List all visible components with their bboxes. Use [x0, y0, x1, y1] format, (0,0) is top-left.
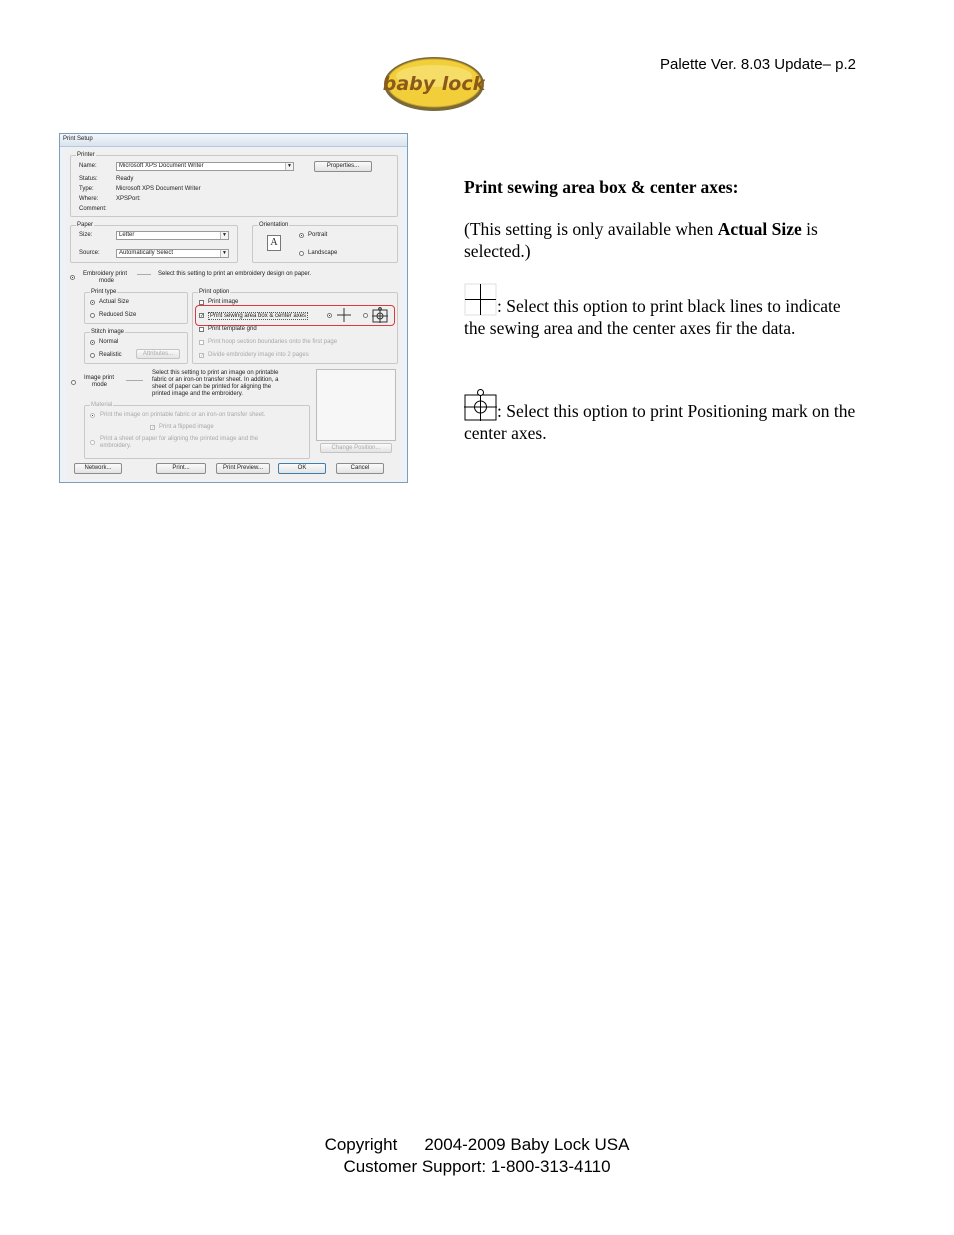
type-label: Type: — [79, 186, 94, 192]
page-header-label: Palette Ver. 8.03 Update– p.2 — [660, 56, 856, 73]
positioning-mark-icon — [464, 388, 497, 421]
dialog-titlebar — [60, 134, 407, 147]
material-option2-label-1: Print a sheet of paper for aligning the printed image and the — [100, 436, 259, 442]
material-option1-radio[interactable] — [90, 413, 95, 418]
network-button[interactable]: Network... — [74, 463, 122, 474]
status-value: Ready — [116, 176, 134, 182]
portrait-label: Portrait — [308, 232, 328, 238]
divider — [137, 274, 151, 275]
page-footer — [0, 1134, 954, 1178]
image-mode-description-2: fabric or an iron-on transfer sheet. In addition, a — [152, 377, 279, 383]
embroidery-mode-description: Select this setting to print an embroidery design on paper. — [158, 271, 312, 277]
normal-radio[interactable] — [90, 340, 95, 345]
ok-button[interactable]: OK — [278, 463, 326, 474]
paper-source-combo[interactable]: Automatically Select ▼ — [116, 249, 229, 258]
properties-button[interactable]: Properties... — [314, 161, 372, 172]
material-option2-radio[interactable] — [90, 440, 95, 445]
image-mode-label-2: mode — [92, 382, 108, 388]
paper-group: Paper — [70, 225, 238, 263]
reduced-size-label: Reduced Size — [99, 312, 137, 318]
image-mode-description-1: Select this setting to print an image on printable — [152, 370, 279, 376]
section-heading: Print sewing area box & center axes: — [464, 177, 739, 197]
chevron-down-icon: ▼ — [220, 250, 228, 257]
positioning-mark-description: : Select this option to print Positioning mark on the center axes. — [464, 388, 864, 444]
paper-size-label: Size: — [79, 232, 93, 238]
actual-size-label: Actual Size — [99, 299, 130, 305]
material-group: Material — [84, 405, 310, 459]
chevron-down-icon: ▼ — [285, 163, 293, 170]
embroidery-mode-label-2: mode — [99, 278, 115, 284]
orientation-group: Orientation — [252, 225, 398, 263]
stitch-image-group: Stitch image — [84, 332, 188, 364]
portrait-page-icon: A — [267, 235, 281, 251]
image-mode-description-3: sheet of paper can be printed for aligning the — [152, 384, 272, 390]
printer-group: Printer — [70, 155, 398, 217]
portrait-radio[interactable] — [299, 233, 304, 238]
divider — [126, 380, 143, 381]
embroidery-mode-label-1: Embroidery print — [83, 271, 128, 277]
support-line: Customer Support: 1-800-313-4110 — [343, 1157, 611, 1176]
realistic-radio[interactable] — [90, 353, 95, 358]
image-mode-label-1: Image print — [84, 375, 115, 381]
type-value: Microsoft XPS Document Writer — [116, 186, 201, 192]
image-mode-description-4: printed image and the embroidery. — [152, 391, 243, 397]
availability-note: (This setting is only available when Actual Size is selected.) — [464, 219, 818, 261]
divide-image-checkbox[interactable]: ✓ — [200, 353, 205, 359]
baby-lock-logo — [383, 56, 485, 112]
material-option1-label: Print the image on printable fabric or an iron-on transfer sheet. — [100, 412, 266, 418]
landscape-radio[interactable] — [299, 251, 304, 256]
image-mode-radio[interactable] — [71, 380, 76, 385]
chevron-down-icon: ▼ — [220, 232, 228, 239]
where-label: Where: — [79, 196, 99, 202]
divide-image-label: Divide embroidery image into 2 pages — [208, 352, 309, 358]
normal-label: Normal — [99, 339, 119, 345]
svg-text:baby lock: baby lock — [383, 73, 485, 95]
hoop-boundaries-label: Print hoop section boundaries onto the first page — [208, 339, 338, 345]
paper-size-combo[interactable]: Letter ▼ — [116, 231, 229, 240]
copyright-line: Copyright 2004-2009 Baby Lock USA — [324, 1135, 630, 1154]
where-value: XPSPort: — [116, 196, 141, 202]
flipped-image-checkbox[interactable]: ✓ — [151, 425, 156, 431]
material-option2-label-2: embroidery. — [100, 443, 132, 449]
attributes-button[interactable]: Attributes... — [136, 349, 180, 359]
reduced-size-radio[interactable] — [90, 313, 95, 318]
embroidery-mode-radio[interactable] — [70, 275, 75, 280]
print-image-label: Print image — [208, 299, 239, 305]
actual-size-emphasis: Actual Size — [717, 219, 802, 239]
template-grid-label: Print template grid — [208, 326, 257, 332]
dialog-title: Print Setup — [63, 136, 93, 142]
cancel-button[interactable]: Cancel — [336, 463, 384, 474]
print-option-group: Print option — [192, 292, 398, 364]
sewing-area-label: Print sewing area box & center axes — [210, 313, 307, 319]
printer-name-label: Name: — [79, 163, 97, 169]
sewing-area-checkbox[interactable]: ✓ — [200, 313, 205, 319]
landscape-label: Landscape — [308, 250, 338, 256]
printer-name-combo[interactable]: Microsoft XPS Document Writer ▼ — [116, 162, 294, 171]
print-preview-button[interactable]: Print Preview... — [216, 463, 270, 474]
print-button[interactable]: Print... — [156, 463, 206, 474]
image-preview-box — [316, 369, 396, 441]
comment-label: Comment: — [79, 206, 107, 212]
crosshair-option-description: : Select this option to print black lines to indicate the sewing area and the center axes fir the data. — [464, 283, 864, 339]
sewing-area-highlight — [195, 305, 395, 326]
print-type-group: Print type — [84, 292, 188, 324]
status-label: Status: — [79, 176, 98, 182]
print-setup-dialog — [59, 133, 408, 483]
flipped-image-label: Print a flipped image — [159, 424, 214, 430]
realistic-label: Realistic — [99, 352, 122, 358]
crosshair-icon — [464, 283, 497, 316]
paper-source-label: Source: — [79, 250, 100, 256]
change-position-button[interactable]: Change Position... — [320, 443, 392, 453]
actual-size-radio[interactable] — [90, 300, 95, 305]
template-grid-checkbox[interactable] — [199, 327, 204, 332]
hoop-boundaries-checkbox[interactable] — [199, 340, 204, 345]
